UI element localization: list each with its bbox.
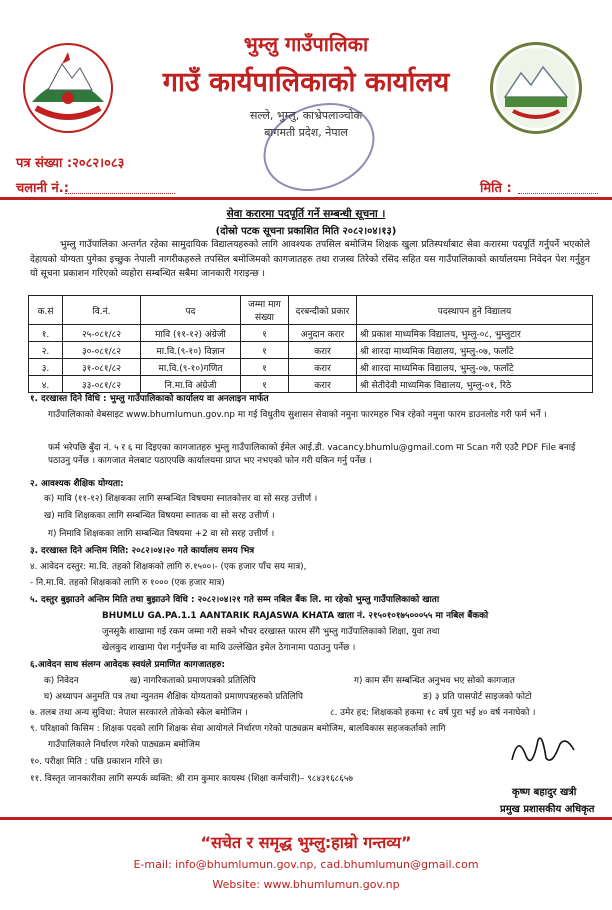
table-cell: अनुदान करार bbox=[289, 325, 357, 342]
section-2-item-c: ग) निमावि शिक्षकका लागि सम्बन्धित विषयमा +2 वा सो सरह उत्तीर्ण । bbox=[48, 529, 275, 539]
table-cell: मा.वि.(९-१०) विज्ञान bbox=[141, 342, 241, 359]
section-4-line-1: ४. आवेदन दस्तुर: मा.वि. तहको शिक्षकको लागि रु.१५००।- (एक हजार पाँच सय मात्र), bbox=[30, 562, 307, 572]
address-line-2: बागमती प्रदेश, नेपाल bbox=[264, 126, 348, 139]
table-cell: ३. bbox=[29, 359, 63, 376]
section-3: ३. दरखास्त दिने अन्तिम मिति: २०८२।०४।२० गते कार्यालय समय भित्र bbox=[30, 546, 255, 556]
section-5-line-1: ५. दस्तुर बुझाउने अन्तिम मिति तथा बुझाउने विधि : २०८२।०४।२१ गते सम्म नबिल बैंक लि. मा रहेको भुम्लु गाउँपालिकाको खाता bbox=[30, 595, 440, 605]
table-header: दरबन्दीको प्रकार bbox=[289, 296, 357, 325]
table-row bbox=[29, 325, 593, 342]
table-cell: श्री शारदा माध्यमिक विद्यालय, भुम्लु-०७, फलाँटे bbox=[357, 359, 593, 376]
notice-intro: भुम्लु गाउँपालिका अन्तर्गत रहेका सामुदायिक विद्यालयहरुको लागि आवश्यक तपसिल बमोजिम शिक्षक खुला प्रतिस्पर्धाबाट सेवा करारमा पदपूर्ति गर्नुपर्ने भएकोले देहायको योग्यता पुगेका इच्छुक नेपाली नागरीकहरुले तपसिल बमोजिमको कागजातहरु तथा राजस्व तिरेको रसिद सहित यस गाउँपालिकाको कार्यालयमा निवेदन पेश गर्नुहुन यो सूचना प्रकाशन गरिएको व्यहोरा सम्बन्धित सबैमा जानकारी गराइन्छ । bbox=[30, 239, 590, 279]
section-2-title: २. आवश्यक शैक्षिक योग्यता: bbox=[30, 479, 124, 489]
municipality-name: भुम्लु गाउँपालिका bbox=[243, 32, 369, 56]
section-1-bullet-1: गाउँपालिकाको वेबसाइट www.bhumlumun.gov.np मा गई विधुतीय सुशासन सेवाको नमुना फारमहरु भित्र रहेको नमुना फारम डाउनलोड गरी फर्म भर्ने । bbox=[48, 410, 547, 420]
table-cell: १ bbox=[241, 359, 289, 376]
table-header: पद bbox=[141, 296, 241, 325]
section-6-item-ng: ङ) ३ प्रति पासपोर्ट साइजको फोटो bbox=[423, 692, 532, 702]
table-cell: ४. bbox=[29, 376, 63, 393]
section-8: ८. उमेर हद: शिक्षकको हकमा १८ वर्ष पुरा भई ४० वर्ष ननाघेको । bbox=[330, 708, 536, 718]
table-cell: श्री शारदा माध्यमिक विद्यालय, भुम्लु-०७, फलाँटे bbox=[357, 342, 593, 359]
date-label: मिति : bbox=[480, 181, 512, 196]
table-cell: ३३-०८१/८२ bbox=[63, 376, 141, 393]
chalani-dotted-line bbox=[65, 193, 175, 194]
footer-email: E-mail: info@bhumlumun.gov.np, cad.bhumlumun@gmail.com bbox=[133, 858, 479, 871]
section-9-line-2: गाउँपालिकाले निर्धारण गरेको पाठ्यक्रम बमोजिम bbox=[48, 740, 200, 750]
table-cell: श्री सेतीदेवी माध्यमिक विद्यालय, भुम्लु-०१, रिठे bbox=[357, 376, 593, 393]
table-cell: १. bbox=[29, 325, 63, 342]
table-row bbox=[29, 342, 593, 359]
table-cell: मा.वि.(९-१०)गणित bbox=[141, 359, 241, 376]
office-name: गाउँ कार्यपालिकाको कार्यालय bbox=[162, 67, 450, 98]
section-6-item-gh: घ) अध्यापन अनुमति पत्र तथा न्युनतम शैक्षिक योग्यताको प्रमाणपत्रहरुको प्रतिलिपि bbox=[44, 692, 304, 702]
table-cell: १ bbox=[241, 376, 289, 393]
footer-website: Website: www.bhumlumun.gov.np bbox=[212, 878, 400, 891]
table-header: पदस्थापन हुने विद्यालय bbox=[357, 296, 593, 325]
signatory-title: प्रमुख प्रशासकीय अधिकृत bbox=[500, 804, 595, 815]
footer-slogan: “सचेत र समृद्ध भुम्लु:हाम्रो गन्तव्य” bbox=[200, 833, 412, 852]
table-cell: ३१-०८१/८२ bbox=[63, 359, 141, 376]
section-6-title: ६.आवेदन साथ संलग्न आवेदक स्वयंले प्रमाणित कागजातहरु: bbox=[30, 660, 225, 670]
table-cell: ३०-०८१/८२ bbox=[63, 342, 141, 359]
section-7: ७. तलब तथा अन्य सुविधा: नेपाल सरकारले तोकेको स्केल बमोजिम । bbox=[30, 708, 248, 718]
section-11: ११. विस्तृत जानकारीका लागि सम्पर्क व्यक्ति: श्री राम कुमार कायस्थ (शिक्षा कर्मचारी)– ९८४३१६८६५७ bbox=[30, 774, 353, 784]
notice-subtitle: (दोस्रो पटक सूचना प्रकाशित मिति २०८२।०४।१३) bbox=[215, 226, 397, 237]
table-cell: करार bbox=[289, 359, 357, 376]
section-6-item-g: ग) काम सँग सम्बन्धित अनुभव भए सोको कागजात bbox=[354, 676, 515, 686]
signature-scribble bbox=[508, 730, 578, 770]
table-header: क.सं bbox=[29, 296, 63, 325]
table-cell: १ bbox=[241, 325, 289, 342]
section-4-line-2: - नि.मा.वि. तहको शिक्षकको लागि रु १००० (एक हजार मात्र) bbox=[30, 578, 225, 588]
section-1-title: १. दरखास्त दिने विधि : भुम्लु गाउँपालिकाको कार्यालय वा अनलाइन मार्फत bbox=[30, 394, 269, 404]
section-6-item-kh: ख) नागरिकताको प्रमाणपत्रको प्रतिलिपि bbox=[130, 676, 256, 686]
reference-number: पत्र संख्या :२०८२।०८३ bbox=[16, 156, 125, 171]
section-2-item-b: ख) मावि शिक्षकका लागि सम्बन्धित विषयमा स्नातक वा सो सरह उत्तीर्ण । bbox=[44, 511, 275, 521]
table-row bbox=[29, 376, 593, 393]
address-line-1: सल्ले, भुम्लु, काभ्रेपलाञ्चोक bbox=[250, 109, 362, 122]
date-dotted-line bbox=[518, 193, 598, 194]
table-header: जम्मा माग संख्या bbox=[241, 296, 289, 325]
table-cell: २. bbox=[29, 342, 63, 359]
office-stamp bbox=[251, 88, 387, 206]
section-2-item-a: क) मावि (११-१२) शिक्षकका लागि सम्बन्धित विषयमा स्नातकोत्तर वा सो सरह उत्तीर्ण । bbox=[44, 494, 318, 504]
signatory-name: कृष्ण बहादुर खत्री bbox=[512, 787, 577, 798]
section-5-line-3: जुनसुकै शाखामा गई रकम जम्मा गरी सक्ने भौचर दरखास्त फारम सँगै भुम्लु गाउँपालिकाको शिक्षा, युवा तथा bbox=[102, 627, 440, 637]
table-header: वि.नं. bbox=[63, 296, 141, 325]
vacancy-table bbox=[28, 295, 593, 393]
table-header-row bbox=[29, 296, 593, 325]
section-5-line-4: खेलकुद शाखामा पेश गर्नुपर्नेछ वा माथि उल्लेखित इमेल ठेगानामा पठाउनु पर्नेछ । bbox=[102, 643, 356, 653]
table-row bbox=[29, 359, 593, 376]
table-cell: मावि (११-१२) अंग्रेजी bbox=[141, 325, 241, 342]
table-cell: २५-०८१/८२ bbox=[63, 325, 141, 342]
table-cell: १ bbox=[241, 342, 289, 359]
section-1-bullet-2: फर्म भरेपछि बुँदा नं. ५ र ६ मा दिइएका कागजातहरु भुम्लु गाउँपालिकाको ईमेल आई.डी. vacancy.bhumlu@gmail.com मा Scan गरी एउटै PDF File बनाई पठाउनु पर्नेछ । कागजात मेलबाट पठाएपछि कार्यालयमा प्राप्त भए नभएको फोन गरी यकिन गर्नु पर्नेछ । bbox=[48, 443, 576, 466]
section-5-line-2: BHUMLU GA.PA.1.1 AANTARIK RAJASWA KHATA खाता नं. २१५०१०१७५०००५५ मा नबिल बैंकको bbox=[102, 611, 489, 621]
table-cell: करार bbox=[289, 376, 357, 393]
table-cell: श्री प्रकाश माध्यमिक विद्यालय, भुम्लु-०८, भुम्लुटार bbox=[357, 325, 593, 342]
chalani-label: चलानी नं.: bbox=[16, 181, 69, 196]
header-divider bbox=[0, 197, 612, 200]
section-6-item-k: क) निवेदन bbox=[44, 676, 79, 686]
footer-divider bbox=[0, 817, 612, 820]
notice-title: सेवा करारमा पदपूर्ति गर्ने सम्बन्धी सूचना । bbox=[226, 208, 386, 220]
section-10: १०. परीक्षा मिति : पछि प्रकाशन गरिने छ। bbox=[30, 757, 163, 767]
table-cell: नि.मा.वि अंग्रेजी bbox=[141, 376, 241, 393]
section-9-line-1: ९. परिक्षाको किसिम : शिक्षक पदको लागि शिक्षक सेवा आयोगले निर्धारण गरेको पाठ्यक्रम बमोजिम, बालविकास सहजकर्ताको लागि bbox=[30, 724, 446, 734]
table-cell: करार bbox=[289, 342, 357, 359]
